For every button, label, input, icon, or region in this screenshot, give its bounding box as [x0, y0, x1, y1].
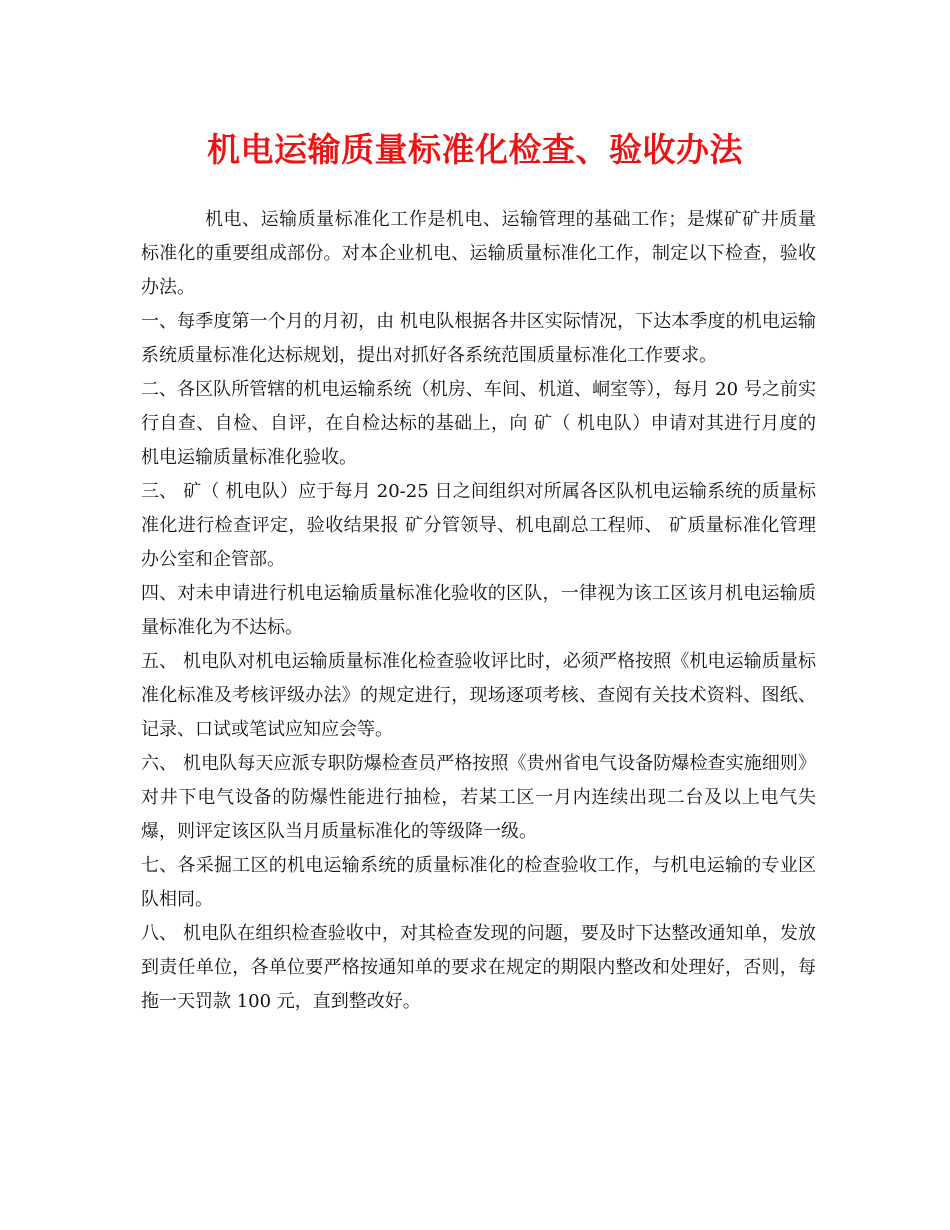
clause-3-paragraph: 三、 矿（ 机电队）应于每月 20-25 日之间组织对所属各区队机电运输系统的质量标准化进行检查评定，验收结果报 矿分管领导、机电副总工程师、 矿质量标准化管理办公室和企管部。: [141, 481, 816, 570]
clause-6-paragraph: 六、 机电队每天应派专职防爆检查员严格按照《贵州省电气设备防爆检查实施细则》对井下电气设备的防爆性能进行抽检，若某工区一月内连续出现二台及以上电气失爆，则评定该区队当月质量标准化的等级降一级。: [141, 753, 816, 842]
clause-8-paragraph: 八、 机电队在组织检查验收中，对其检查发现的问题，要及时下达整改通知单，发放到责任单位，各单位要严格按通知单的要求在规定的期限内整改和处理好，否则，每拖一天罚款 100 元，直到整改好。: [141, 923, 816, 1012]
clause-2-paragraph: 二、各区队所管辖的机电运输系统（机房、车间、机道、峒室等），每月 20 号之前实行自查、自检、自评，在自检达标的基础上，向 矿（ 机电队）申请对其进行月度的机电运输质量标准化验收。: [141, 379, 816, 468]
clause-7-paragraph: 七、各采掘工区的机电运输系统的质量标准化的检查验收工作，与机电运输的专业区队相同。: [141, 855, 816, 910]
clause-1-paragraph: 一、每季度第一个月的月初，由 机电队根据各井区实际情况，下达本季度的机电运输系统质量标准化达标规划，提出对抓好各系统范围质量标准化工作要求。: [141, 311, 816, 366]
intro-paragraph: 机电、运输质量标准化工作是机电、运输管理的基础工作；是煤矿矿井质量标准化的重要组成部份。对本企业机电、运输质量标准化工作，制定以下检查，验收办法。: [141, 209, 816, 298]
clause-4-paragraph: 四、对未申请进行机电运输质量标准化验收的区队，一律视为该工区该月机电运输质量标准化为不达标。: [141, 583, 816, 638]
document-title: 机电运输质量标准化检查、验收办法: [207, 130, 743, 169]
clause-5-paragraph: 五、 机电队对机电运输质量标准化检查验收评比时，必须严格按照《机电运输质量标准化标准及考核评级办法》的规定进行，现场逐项考核、查阅有关技术资料、图纸、记录、口试或笔试应知应会等。: [141, 651, 816, 740]
document-body: [141, 203, 816, 1019]
